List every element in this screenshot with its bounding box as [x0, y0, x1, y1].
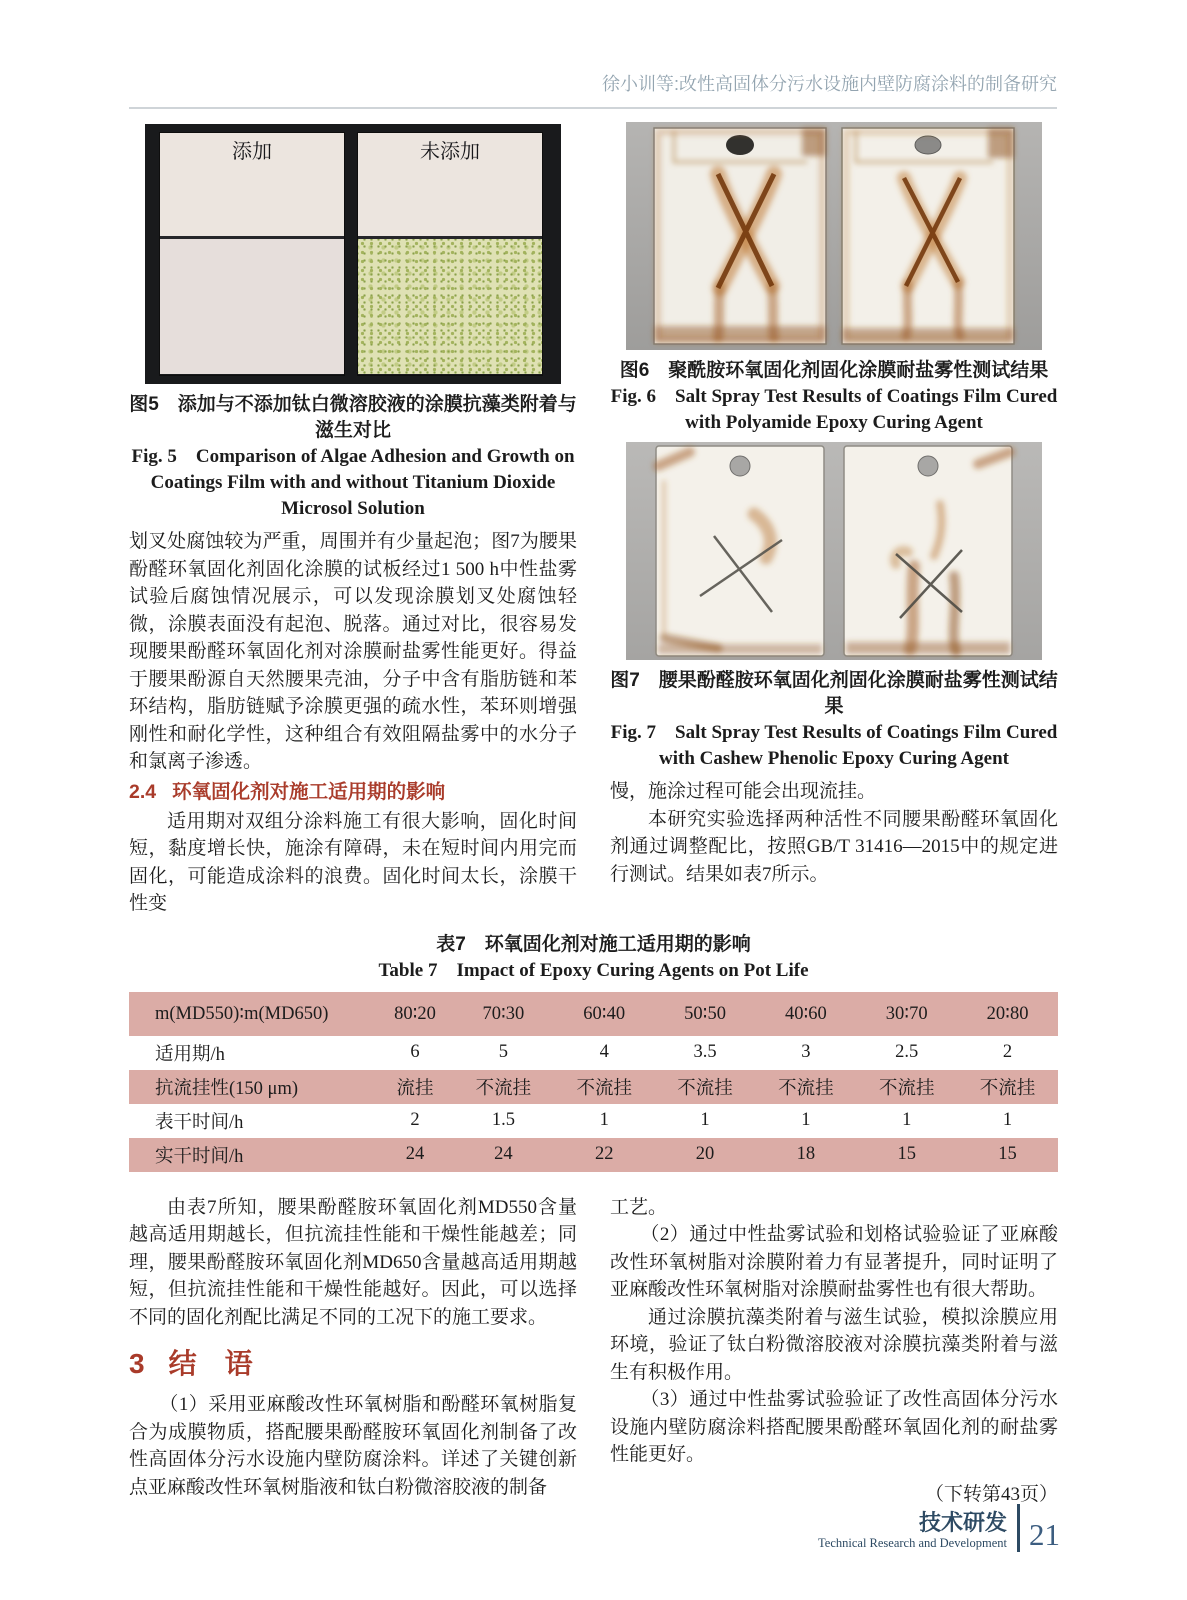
table7-header-cell: 20∶80 [986, 1003, 1029, 1024]
running-title: 徐小训等:改性高固体分污水设施内壁防腐涂料的制备研究 [602, 74, 1057, 94]
table-cell: 20 [695, 1144, 715, 1164]
table-cell: 实干时间/h [155, 1146, 244, 1167]
table7 [129, 992, 1058, 1172]
table7-header-cell: 30∶70 [885, 1003, 928, 1024]
table-cell: 不流挂 [475, 1078, 532, 1099]
table-cell: 15 [998, 1144, 1017, 1164]
figure5-caption-en: Fig. 5 Comparison of Algae Adhesion and Growth on Coatings Film with and without Titanium Dioxide Microsol Solution [131, 446, 575, 519]
table-cell: 1.5 [491, 1110, 515, 1130]
page-number: 21 [1029, 1517, 1060, 1552]
body-paragraph: 本研究实验选择两种活性不同腰果酚醛环氧固化剂通过调整配比，按照GB/T 31416—2015中的规定进行测试。结果如表7所示。 [610, 808, 1058, 885]
table-cell: 不流挂 [576, 1078, 632, 1099]
table7-header-cell: m(MD550)∶m(MD650) [155, 1003, 329, 1024]
table-cell: 3.5 [693, 1042, 717, 1062]
figure7-caption-zh: 图7 腰果酚醛胺环氧固化剂固化涂膜耐盐雾性测试结果 [610, 670, 1058, 717]
section-3-heading [129, 1347, 577, 1381]
table-cell: 6 [410, 1042, 420, 1062]
page-content [129, 122, 1058, 1525]
section-2-4-heading [129, 776, 577, 808]
table-cell: 抗流挂性(150 μm) [155, 1078, 299, 1099]
table7-header-cell: 60∶40 [583, 1003, 626, 1024]
table-cell: 15 [897, 1144, 916, 1164]
conclusion-item-2: （2）通过中性盐雾试验和划格试验验证了亚麻酸改性环氧树脂对涂膜附着力有显著提升，同时证明了亚麻酸改性环氧树脂对涂膜耐盐雾性也有很大帮助。 [610, 1224, 1058, 1300]
table-cell: 1 [700, 1110, 710, 1130]
bottom-right-column [610, 1194, 1058, 1525]
continuation-note: （下转第43页） [924, 1483, 1058, 1505]
table-cell: 4 [599, 1042, 609, 1062]
table-cell: 不流挂 [677, 1078, 733, 1099]
body-paragraph: 适用期对双组分涂料施工有很大影响，固化时间短，黏度增长快，施涂有障碍，未在短时间内用完而固化，可能造成涂料的浪费。固化时间太长，涂膜干性变 [129, 810, 577, 914]
table7-header-cell: 80∶20 [394, 1003, 436, 1024]
table-cell: 24 [494, 1144, 513, 1164]
figure5-caption-zh: 图5 添加与不添加钛白微溶胶液的涂膜抗藻类附着与滋生对比 [129, 394, 577, 441]
figure5-panel-algae-surface [358, 239, 542, 374]
table-cell: 1 [1002, 1110, 1013, 1130]
figure5-panel-not-added [357, 132, 543, 376]
table-cell: 1 [801, 1110, 811, 1130]
table-cell: 1 [599, 1110, 609, 1130]
table-cell: 表干时间/h [155, 1112, 244, 1133]
section-3-number: 3 [129, 1348, 147, 1379]
table-cell: 1 [902, 1110, 912, 1130]
figure5-panel-added [159, 132, 345, 376]
table-row [129, 1070, 1058, 1104]
figure5-panel-not-added-label: 未添加 [358, 133, 542, 239]
table-row [129, 1138, 1058, 1172]
table-row [129, 1104, 1058, 1138]
right-column [610, 122, 1058, 888]
table-cell: 不流挂 [979, 1078, 1036, 1099]
table7-header-row [129, 992, 1058, 1036]
running-header [129, 70, 1057, 109]
body-paragraph: 通过涂膜抗藻类附着与滋生试验，模拟涂膜应用环境，验证了钛白粉微溶胶液对涂膜抗藻类附着与滋生有积极作用。 [610, 1306, 1058, 1383]
body-paragraph: 划叉处腐蚀较为严重，周围并有少量起泡；图7为腰果酚醛环氧固化剂固化涂膜的试板经过1 500 h中性盐雾试验后腐蚀情况展示，可以发现涂膜划叉处腐蚀轻微，涂膜表面没有起泡、脱落。通过对比，很容易发现腰果酚醛环氧固化剂对涂膜耐盐雾性能更好。得益于腰果酚源自天然腰果壳油，分子中含有脂肪链和苯环结构，脂肪链赋予涂膜更强的疏水性，苯环则增强刚性和耐化学性，这种组合有效阻隔盐雾中的水分子和氯离子渗透。 [129, 531, 577, 772]
table-cell: 3 [801, 1042, 811, 1062]
table-cell: 不流挂 [778, 1078, 834, 1099]
figure6-photo [626, 122, 1042, 350]
table-cell: 适用期/h [155, 1044, 225, 1065]
figure6-caption-zh: 图6 聚酰胺环氧固化剂固化涂膜耐盐雾性测试结果 [619, 360, 1049, 381]
conclusion-item-1: （1）采用亚麻酸改性环氧树脂和酚醛环氧树脂复合为成膜物质，搭配腰果酚醛胺环氧固化剂制备了改性高固体分污水设施内壁防腐涂料。详述了关键创新点亚麻酸改性环氧树脂液和钛白粉微溶胶液的制备 [129, 1394, 577, 1498]
footer-section-en: Technical Research and Development [818, 1536, 1007, 1550]
table7-title-zh: 表7 环氧固化剂对施工适用期的影响 [436, 933, 751, 955]
body-paragraph: 由表7所知，腰果酚醛胺环氧固化剂MD550含量越高适用期越长，但抗流挂性能和干燥性能越差；同理，腰果酚醛胺环氧固化剂MD650含量越高适用期越短，但抗流挂性能和干燥性能越好。因此，可以选择不同的固化剂配比满足不同的工况下的施工要求。 [129, 1196, 577, 1328]
section-2-4-title: 环氧固化剂对施工适用期的影响 [172, 780, 446, 803]
table-cell: 流挂 [396, 1078, 434, 1099]
footer-section [818, 1511, 1017, 1552]
table-cell: 24 [405, 1144, 425, 1164]
table-cell: 2.5 [895, 1042, 919, 1062]
figure7-caption-en: Fig. 7 Salt Spray Test Results of Coatings Film Cured with Cashew Phenolic Epoxy Curing Agent [610, 722, 1058, 769]
footer-section-zh: 技术研发 [918, 1510, 1007, 1535]
table-row [129, 1036, 1058, 1070]
figure5-photo [145, 124, 561, 384]
table-cell: 不流挂 [878, 1078, 935, 1099]
left-column [129, 122, 577, 918]
table7-header-cell: 70∶30 [482, 1003, 525, 1024]
table-cell: 5 [498, 1042, 508, 1062]
figure5-panel-added-surface [160, 239, 344, 374]
table-cell: 18 [796, 1144, 816, 1164]
top-columns [129, 122, 1058, 918]
bottom-left-column [129, 1194, 577, 1502]
table7-block [129, 932, 1058, 1172]
table-cell: 2 [410, 1110, 420, 1130]
section-3-title: 结 语 [168, 1348, 253, 1379]
table-cell: 2 [1002, 1042, 1013, 1062]
table-cell: 22 [594, 1144, 614, 1164]
bottom-columns [129, 1194, 1058, 1525]
conclusion-item-3: （3）通过中性盐雾试验验证了改性高固体分污水设施内壁防腐涂料搭配腰果酚醛环氧固化剂的耐盐雾性能更好。 [610, 1389, 1058, 1465]
figure5-panel-added-label: 添加 [160, 133, 344, 239]
page-footer [818, 1504, 1060, 1552]
figure7-photo [626, 442, 1042, 660]
body-paragraph: 工艺。 [610, 1196, 668, 1218]
table7-header-cell: 40∶60 [784, 1003, 827, 1024]
body-paragraph: 慢，施涂过程可能会出现流挂。 [610, 781, 877, 802]
figure6-caption-en: Fig. 6 Salt Spray Test Results of Coatings Film Cured with Polyamide Epoxy Curing Agent [610, 386, 1058, 433]
section-2-4-number: 2.4 [129, 780, 157, 803]
table7-header-cell: 50∶50 [684, 1003, 726, 1024]
table7-title-en: Table 7 Impact of Epoxy Curing Agents on Pot Life [378, 959, 809, 981]
